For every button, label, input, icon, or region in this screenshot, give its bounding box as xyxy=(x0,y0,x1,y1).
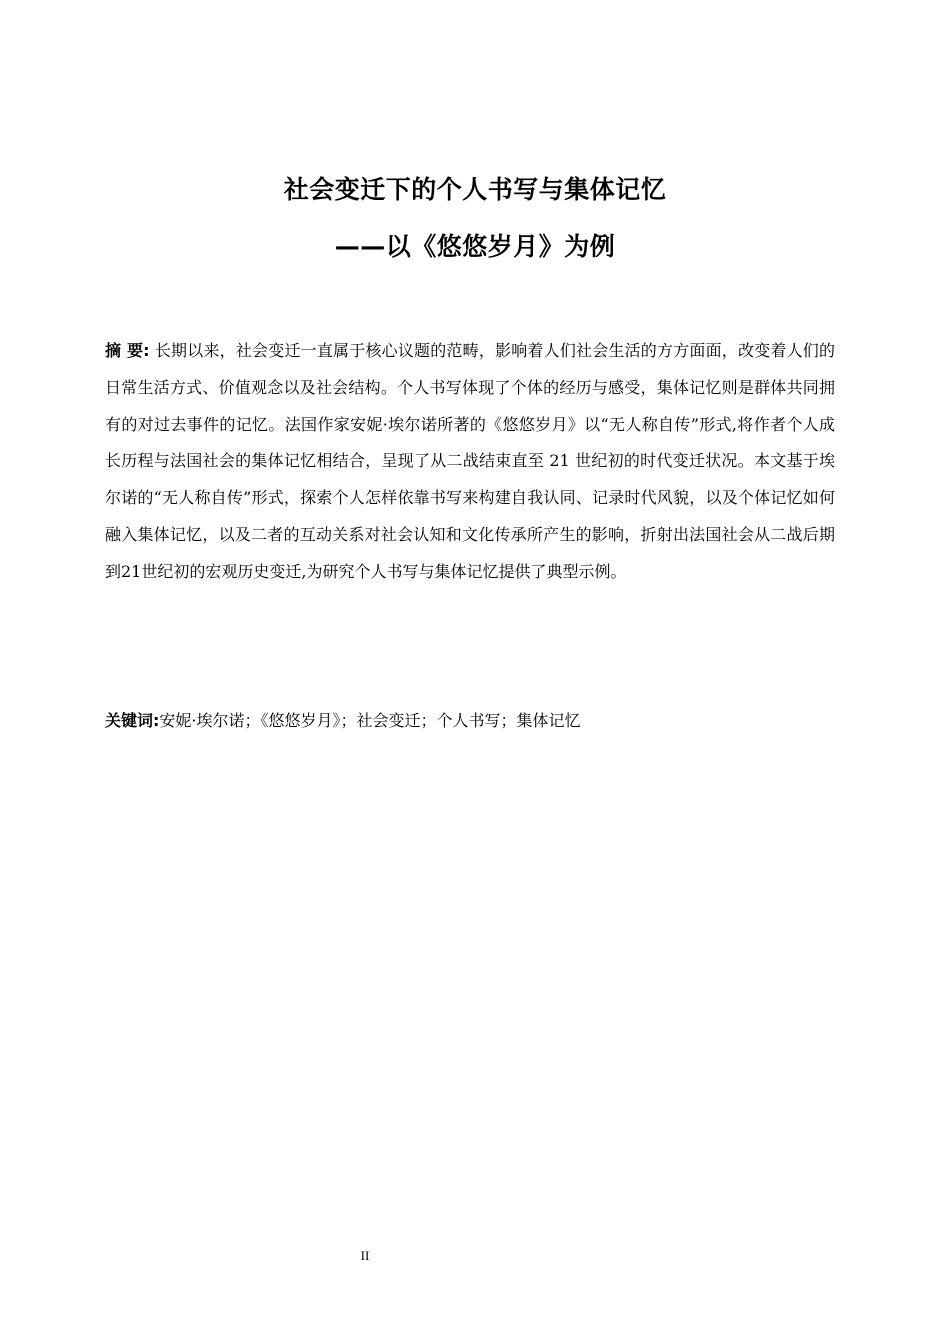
page-number: II xyxy=(360,1248,370,1263)
keywords-text: 安妮·埃尔诺；《悠悠岁月》；社会变迁；个人书写；集体记忆 xyxy=(159,711,581,730)
abstract-label: 摘 要: xyxy=(105,341,150,360)
keywords-paragraph xyxy=(105,703,835,739)
abstract-paragraph xyxy=(105,333,835,591)
keywords-label: 关键词: xyxy=(105,711,160,730)
document-subtitle: ——以《悠悠岁月》为例 xyxy=(334,232,616,261)
abstract-text: 长期以来，社会变迁一直属于核心议题的范畴，影响着人们社会生活的方方面面，改变着人们的日常生活方式、价值观念以及社会结构。个人书写体现了个体的经历与感受，集体记忆则是群体共同拥有的对过去事件的记忆。法国作家安妮·埃尔诺所著的《悠悠岁月》以“无人称自传”形式,将作者个人成长历程与法国社会的集体记忆相结合，呈现了从二战结束直至 21 世纪初的时代变迁状况。本文基于埃尔诺的“无人称自传”形式，探索个人怎样依靠书写来构建自我认同、记录时代风貌，以及个体记忆如何融入集体记忆，以及二者的互动关系对社会认知和文化传承所产生的影响，折射出法国社会从二战后期到21世纪初的宏观历史变迁,为研究个人书写与集体记忆提供了典型示例。 xyxy=(105,341,835,581)
document-title: 社会变迁下的个人书写与集体记忆 xyxy=(283,175,667,204)
